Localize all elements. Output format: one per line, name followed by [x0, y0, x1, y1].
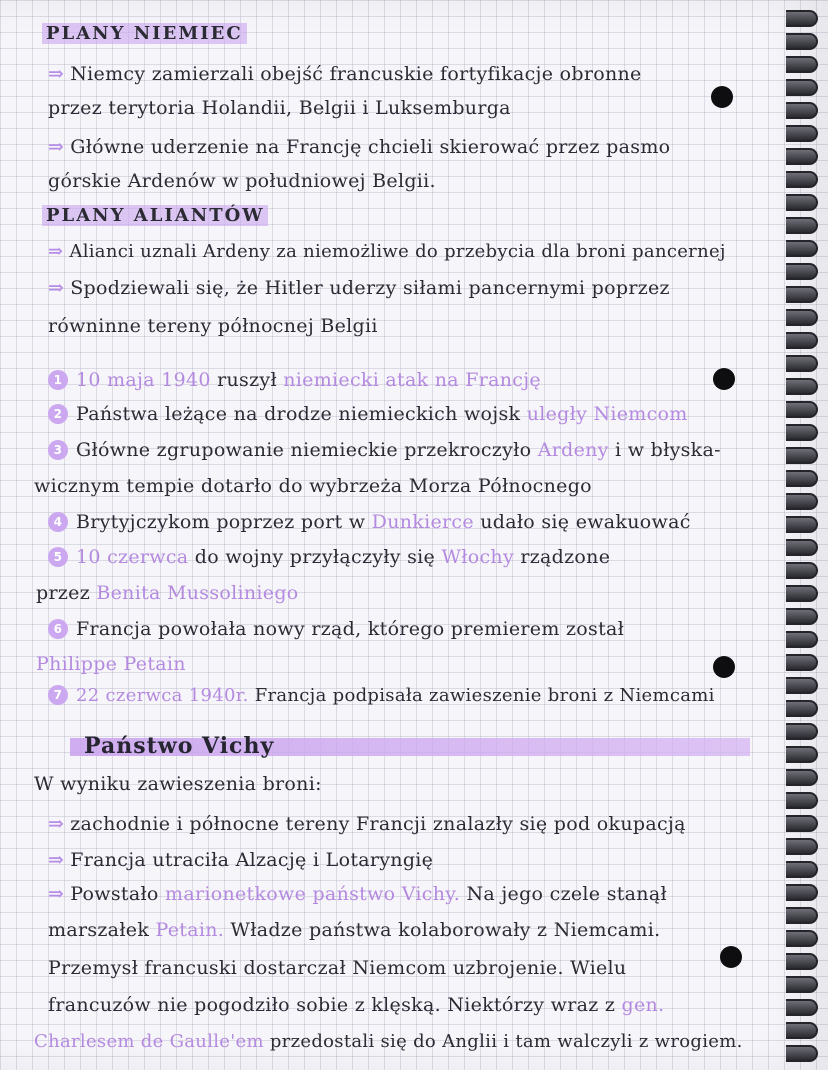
note-germany-2: ⇒ Główne uderzenie na Francję chcieli skierować przez pasmo: [48, 136, 671, 158]
spiral-coil: [786, 562, 818, 579]
number-badge: 5: [48, 547, 68, 567]
spiral-coil: [786, 332, 818, 349]
section-title: Państwo Vichy: [84, 733, 275, 759]
heading-plans-allies: PLANY ALIANTÓW: [42, 204, 268, 228]
spiral-coil: [786, 654, 818, 671]
spiral-coil: [786, 976, 818, 993]
arrow-icon: ⇒: [48, 849, 65, 871]
spiral-coil: [786, 493, 818, 510]
spiral-coil: [786, 309, 818, 326]
spiral-coil: [786, 815, 818, 832]
note-germany-1: ⇒ Niemcy zamierzali obejść francuskie fortyfikacje obronne: [48, 63, 642, 85]
spiral-coil: [786, 286, 818, 303]
spiral-coil: [786, 884, 818, 901]
binder-hole: [713, 368, 735, 390]
spiral-coil: [786, 792, 818, 809]
spiral-coil: [786, 148, 818, 165]
spiral-coil: [786, 240, 818, 257]
vichy-point-4: Przemysł francuski dostarczał Niemcom uzbrojenie. Wielu: [48, 957, 627, 979]
arrow-icon: ⇒: [48, 63, 65, 85]
spiral-coil: [786, 953, 818, 970]
spiral-coil: [786, 769, 818, 786]
note-allies-2-cont: równinne tereny północnej Belgii: [48, 315, 378, 337]
vichy-intro: W wyniku zawieszenia broni:: [34, 773, 322, 795]
event-3-cont: wicznym tempie dotarło do wybrzeża Morza Północnego: [34, 475, 592, 497]
vichy-point-1: ⇒ zachodnie i północne tereny Francji znalazły się pod okupacją: [48, 813, 686, 835]
arrow-icon: ⇒: [48, 813, 65, 835]
spiral-coil: [786, 125, 818, 142]
spiral-coil: [786, 907, 818, 924]
event-6-cont: Philippe Petain: [36, 653, 186, 675]
number-badge: 7: [48, 685, 68, 705]
spiral-coil: [786, 838, 818, 855]
spiral-coil: [786, 79, 818, 96]
event-1: 1 10 maja 1940 ruszył niemiecki atak na Francję: [48, 368, 541, 392]
note-allies-1: ⇒ Alianci uznali Ardeny za niemożliwe do przebycia dla broni pancernej: [48, 241, 726, 262]
spiral-coil: [786, 355, 818, 372]
spiral-coil: [786, 700, 818, 717]
vichy-point-5: francuzów nie pogodziło sobie z klęską. Niektórzy wraz z gen.: [48, 994, 665, 1016]
arrow-icon: ⇒: [48, 277, 65, 299]
spiral-coil: [786, 585, 818, 602]
vichy-point-6: Charlesem de Gaulle'em przedostali się do Anglii i tam walczyli z wrogiem.: [34, 1031, 743, 1052]
spiral-coil: [786, 217, 818, 234]
event-5: 5 10 czerwca do wojny przyłączyły się Włochy rządzone: [48, 545, 610, 569]
spiral-coil: [786, 10, 818, 27]
spiral-coil: [786, 447, 818, 464]
spiral-coil: [786, 56, 818, 73]
number-badge: 4: [48, 512, 68, 532]
note-germany-1-cont: przez terytoria Holandii, Belgii i Luksemburga: [48, 97, 511, 119]
spiral-coil: [786, 470, 818, 487]
spiral-coil: [786, 102, 818, 119]
spiral-coil: [786, 608, 818, 625]
number-badge: 6: [48, 619, 68, 639]
spiral-coil: [786, 539, 818, 556]
arrow-icon: ⇒: [48, 241, 64, 262]
spiral-coil: [786, 33, 818, 50]
spiral-coil: [786, 1045, 818, 1062]
spiral-coil: [786, 378, 818, 395]
number-badge: 3: [48, 440, 68, 460]
vichy-point-3-cont: marszałek Petain. Władze państwa kolaborowały z Niemcami.: [48, 919, 661, 941]
spiral-coil: [786, 516, 818, 533]
event-7: 7 22 czerwca 1940r. Francja podpisała zawieszenie broni z Niemcami: [48, 684, 715, 708]
event-6: 6 Francja powołała nowy rząd, którego premierem został: [48, 617, 624, 641]
spiral-coil: [786, 263, 818, 280]
heading-plans-germany: PLANY NIEMIEC: [42, 22, 247, 46]
spiral-coil: [786, 677, 818, 694]
number-badge: 2: [48, 404, 68, 424]
spiral-coil: [786, 930, 818, 947]
note-allies-2: ⇒ Spodziewali się, że Hitler uderzy siłami pancernymi poprzez: [48, 277, 670, 299]
spiral-binding: [782, 0, 822, 1070]
spiral-coil: [786, 171, 818, 188]
number-badge: 1: [48, 370, 68, 390]
arrow-icon: ⇒: [48, 883, 65, 905]
event-3: 3 Główne zgrupowanie niemieckie przekroczyło Ardeny i w błyska-: [48, 438, 721, 462]
event-4: 4 Brytyjczykom poprzez port w Dunkierce udało się ewakuować: [48, 510, 691, 534]
binder-hole: [711, 86, 733, 108]
arrow-icon: ⇒: [48, 136, 65, 158]
spiral-coil: [786, 746, 818, 763]
spiral-coil: [786, 1022, 818, 1039]
event-5-cont: przez Benita Mussoliniego: [36, 582, 299, 604]
spiral-coil: [786, 861, 818, 878]
spiral-coil: [786, 723, 818, 740]
spiral-coil: [786, 424, 818, 441]
note-germany-2-cont: górskie Ardenów w południowej Belgii.: [48, 170, 436, 192]
binder-hole: [720, 946, 742, 968]
binder-hole: [713, 656, 735, 678]
event-2: 2 Państwa leżące na drodze niemieckich wojsk uległy Niemcom: [48, 402, 688, 426]
vichy-point-2: ⇒ Francja utraciła Alzację i Lotaryngię: [48, 849, 434, 871]
vichy-point-3: ⇒ Powstało marionetkowe państwo Vichy. Na jego czele stanął: [48, 883, 667, 905]
spiral-coil: [786, 194, 818, 211]
spiral-coil: [786, 401, 818, 418]
spiral-coil: [786, 631, 818, 648]
spiral-coil: [786, 999, 818, 1016]
